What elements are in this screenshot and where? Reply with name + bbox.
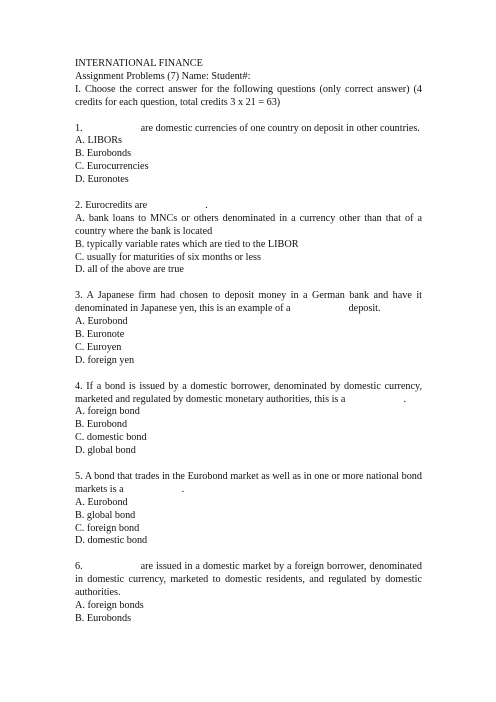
question-stem [75,123,422,136]
question-stem-end: deposit. [348,303,381,315]
option-c: C. usually for maturities of six months or less [75,251,261,263]
question-stem-text: 2. Eurocredits are [75,199,148,211]
question-1 [75,123,422,188]
option-a: A. Eurobond [75,316,128,328]
question-number: 1. [75,122,83,134]
question-2 [75,200,422,277]
document-page [75,58,422,626]
question-stem [75,471,422,497]
question-stem [75,200,422,213]
option-c: C. domestic bond [75,432,147,444]
document-title: INTERNATIONAL FINANCE [75,58,203,69]
option-c: C. Eurocurrencies [75,161,149,173]
option-b: B. Eurobonds [75,148,132,160]
question-stem [75,381,422,407]
question-5 [75,471,422,548]
option-b: B. Eurobond [75,419,128,431]
option-b: B. global bond [75,509,136,521]
option-b: B. typically variable rates which are tied to the LIBOR [75,238,299,250]
option-b: B. Eurobonds [75,612,132,624]
option-a: A. LIBORs [75,135,122,147]
question-stem-text: 5. A bond that trades in the Eurobond market as well as in one or more national bond markets is a [75,470,422,495]
question-number: 6. [75,561,83,573]
option-d: D. Euronotes [75,174,129,186]
question-stem-text: 3. A Japanese firm had chosen to deposit money in a German bank and have it denominated in Japanese yen, this is an example of a [75,290,422,315]
option-a: A. foreign bonds [75,599,144,611]
option-d: D. all of the above are true [75,264,184,276]
question-stem-text: are issued in a domestic market by a foreign borrower, denominated in domestic currency, marketed to domestic residents, and regulated by domestic authorities. [75,561,422,599]
option-c: C. foreign bond [75,522,140,534]
instructions-paragraph: I. Choose the correct answer for the following questions (only correct answer) (4 credits for each question, total credits 3 x 21 = 63) [75,83,422,108]
question-6 [75,561,422,626]
question-stem-text: 4. If a bond is issued by a domestic borrower, denominated by domestic currency, marketed and regulated by domestic monetary authorities, this is a [75,380,422,405]
question-stem-end: . [403,393,407,405]
question-stem-text: are domestic currencies of one country on deposit in other countries. [140,122,420,134]
question-3 [75,290,422,367]
question-stem-end: . [205,199,208,211]
option-c: C. Euroyen [75,341,122,353]
option-a: A. bank loans to MNCs or others denominated in a currency other than that of a country where the bank is located [75,212,422,237]
option-a: A. Eurobond [75,496,128,508]
option-d: D. global bond [75,445,136,457]
option-b: B. Euronote [75,328,125,340]
option-d: D. foreign yen [75,354,135,366]
question-stem [75,561,422,600]
option-d: D. domestic bond [75,535,148,547]
question-stem-end: . [181,483,185,495]
option-a: A. foreign bond [75,406,140,418]
question-4 [75,381,422,458]
question-stem [75,290,422,316]
assignment-line: Assignment Problems (7) Name: Student#: [75,70,251,82]
